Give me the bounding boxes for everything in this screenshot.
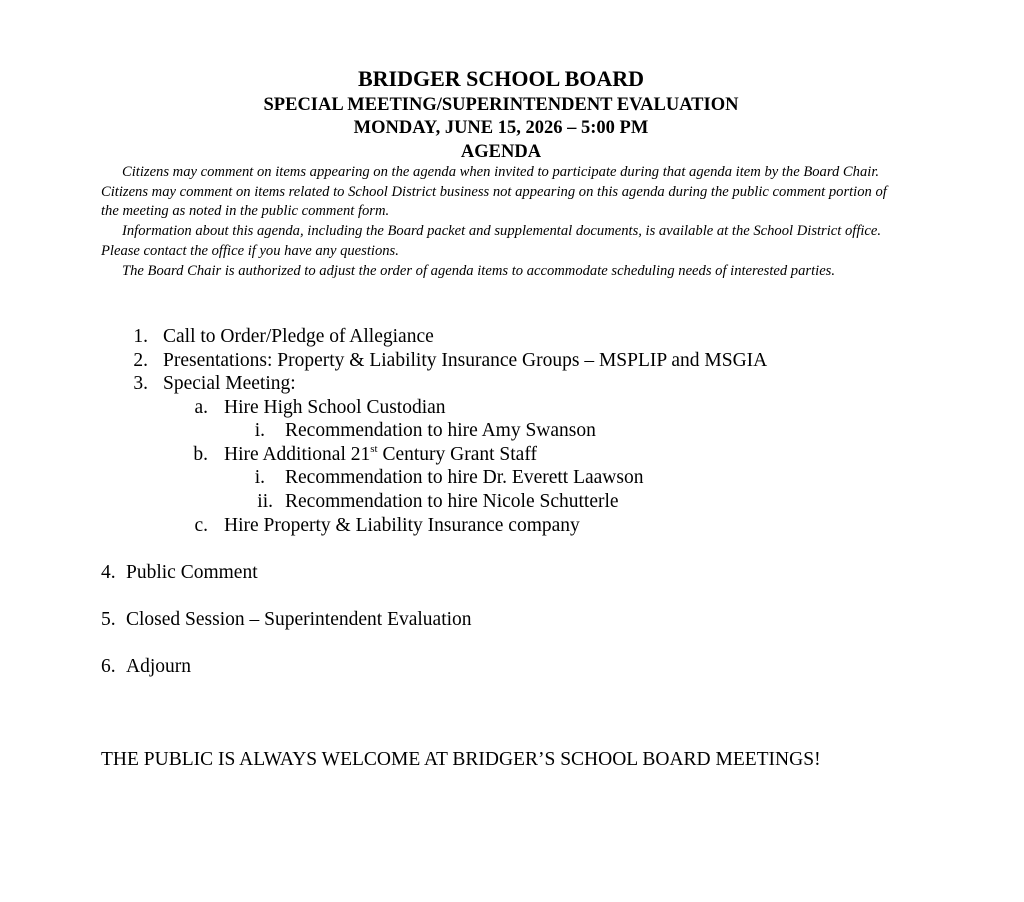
notice-comment-paragraph: Citizens may comment on items appearing on the agenda when invited to participate during that agenda item by the Board Chair. Citizens may comment on items related to School District business not appearing on this agenda during the public comment portion of the meeting as noted in the public comment form. xyxy=(101,164,887,220)
notice-order-paragraph: The Board Chair is authorized to adjust the order of agenda items to accommodate scheduling needs of interested parties. xyxy=(122,262,835,279)
board-title: BRIDGER SCHOOL BOARD xyxy=(357,66,645,91)
item-roman: ii. xyxy=(257,491,273,512)
item-text: Recommendation to hire Dr. Everett Laawson xyxy=(285,467,644,488)
item-text: Adjourn xyxy=(126,656,191,677)
meeting-date: MONDAY, JUNE 15, 2026 – 5:00 PM xyxy=(353,118,649,138)
item-text: Call to Order/Pledge of Allegiance xyxy=(163,326,434,347)
meeting-subtitle: SPECIAL MEETING/SUPERINTENDENT EVALUATION xyxy=(263,95,739,115)
item-number: 2. xyxy=(133,350,148,371)
ordinal-suffix: st xyxy=(370,443,378,455)
item-number: 4. xyxy=(101,562,116,583)
item-number: 6. xyxy=(101,656,116,677)
item-number: 1. xyxy=(133,326,148,347)
item-number: 3. xyxy=(133,373,148,394)
item-text: Recommendation to hire Amy Swanson xyxy=(285,420,596,441)
item-text: Hire Property & Liability Insurance company xyxy=(224,515,580,536)
item-text: Presentations: Property & Liability Insurance Groups – MSPLIP and MSGIA xyxy=(163,350,768,371)
item-text: Recommendation to hire Nicole Schutterle xyxy=(285,491,619,512)
item-letter: c. xyxy=(194,515,208,536)
item-text: Public Comment xyxy=(126,562,258,583)
item-letter: b. xyxy=(193,444,208,465)
item-roman: i. xyxy=(254,467,265,488)
item-roman: i. xyxy=(254,420,265,441)
public-notice xyxy=(101,163,901,281)
item-text: Closed Session – Superintendent Evaluation xyxy=(126,609,472,630)
item-text-end: Century Grant Staff xyxy=(377,444,537,465)
public-welcome-statement: THE PUBLIC IS ALWAYS WELCOME AT BRIDGER’S SCHOOL BOARD MEETINGS! xyxy=(101,749,821,770)
item-text: Special Meeting: xyxy=(163,373,296,394)
item-text xyxy=(224,444,537,466)
item-text: Hire High School Custodian xyxy=(224,397,446,418)
notice-information-paragraph: Information about this agenda, including the Board packet and supplemental documents, is available at the School District office. Please contact the office if you have any questions. xyxy=(101,223,882,259)
item-number: 5. xyxy=(101,609,116,630)
item-text-start: Hire Additional 21 xyxy=(224,444,371,465)
item-letter: a. xyxy=(194,397,208,418)
agenda-heading: AGENDA xyxy=(460,142,542,162)
